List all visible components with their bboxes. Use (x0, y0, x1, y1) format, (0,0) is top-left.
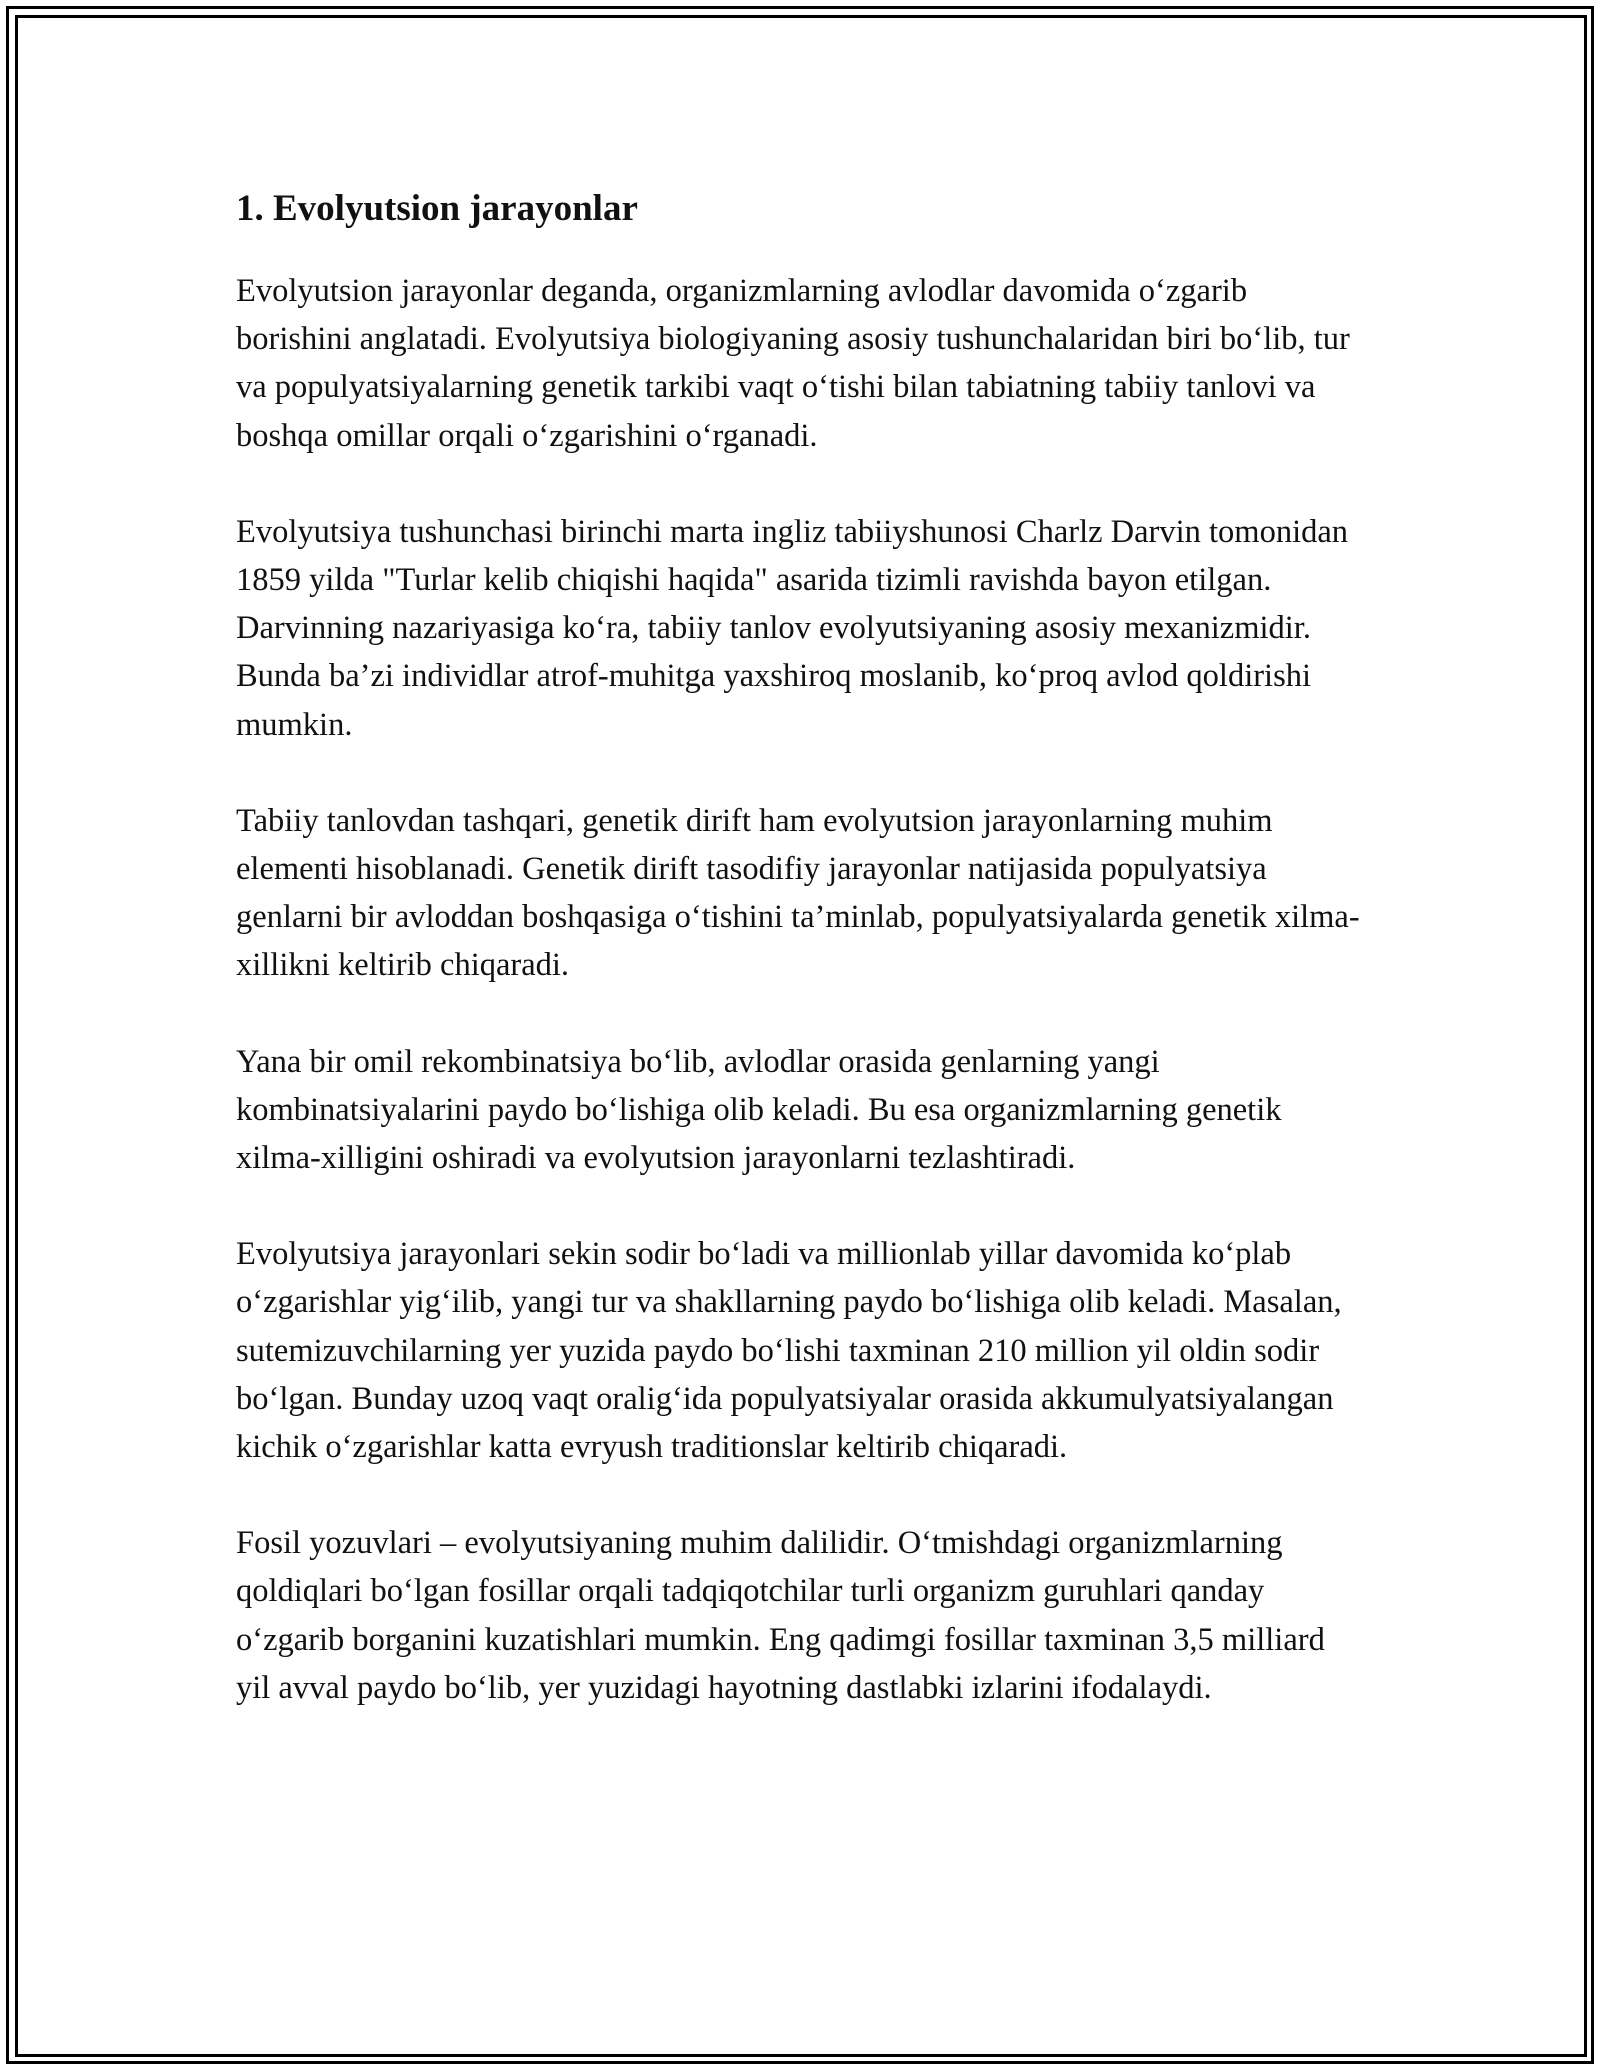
paragraph-definition: Evolyutsion jarayonlar deganda, organizmlarning avlodlar davomida o‘zgarib borishini anglatadi. Evolyutsiya biologiyaning asosiy tushunchalaridan biri bo‘lib, tur va populyatsiyalarning genetik tarkibi vaqt o‘tishi bilan tabiatning tabiiy tanlovi va boshqa omillar orqali o‘zgarishini o‘rganadi. (236, 273, 1350, 454)
paragraph-fossil-record: Fosil yozuvlari – evolyutsiyaning muhim dalilidir. O‘tmishdagi organizmlarning qoldiqlari bo‘lgan fosillar orqali tadqiqotchilar turli organizm guruhlari qanday o‘zgarib borganini kuzatishlari mumkin. Eng qadimgi fosillar taxminan 3,5 milliard yil avval paydo bo‘lib, yer yuzidagi hayotning dastlabki izlarini ifodalaydi. (236, 1525, 1325, 1706)
paragraph-genetic-drift: Tabiiy tanlovdan tashqari, genetik dirift ham evolyutsion jarayonlarning muhim elementi hisoblanadi. Genetik dirift tasodifiy jarayonlar natijasida populyatsiya genlarni bir avloddan boshqasiga o‘tishini ta’minlab, populyatsiyalarda genetik xilma-xillikni keltirib chiqaradi. (236, 802, 1360, 984)
paragraph-timescale: Evolyutsiya jarayonlari sekin sodir bo‘ladi va millionlab yillar davomida ko‘plab o‘zgarishlar yig‘ilib, yangi tur va shakllarning paydo bo‘lishiga olib keladi. Masalan, sutemizuvchilarning yer yuzida paydo bo‘lishi taxminan 210 million yil oldin sodir bo‘lgan. Bunday uzoq vaqt oralig‘ida populyatsiyalar orasida akkumulyatsiyalangan kichik o‘zgarishlar katta evryush traditionslar keltirib chiqaradi. (236, 1236, 1342, 1466)
document-body (236, 185, 1366, 1760)
paragraph-recombination: Yana bir omil rekombinatsiya bo‘lib, avlodlar orasida genlarning yangi kombinatsiyalarini paydo bo‘lishiga olib keladi. Bu esa organizmlarning genetik xilma-xilligini oshiradi va evolyutsion jarayonlarni tezlashtiradi. (236, 1043, 1282, 1177)
section-title: 1. Evolyutsion jarayonlar (236, 188, 638, 229)
paragraph-darwin: Evolyutsiya tushunchasi birinchi marta ingliz tabiiyshunosi Charlz Darvin tomonidan 1859 yilda "Turlar kelib chiqishi haqida" asarida tizimli ravishda bayon etilgan. Darvinning nazariyasiga ko‘ra, tabiiy tanlov evolyutsiyaning asosiy mexanizmidir. Bunda ba’zi individlar atrof-muhitga yaxshiroq moslanib, ko‘proq avlod qoldirishi mumkin. (236, 513, 1349, 743)
